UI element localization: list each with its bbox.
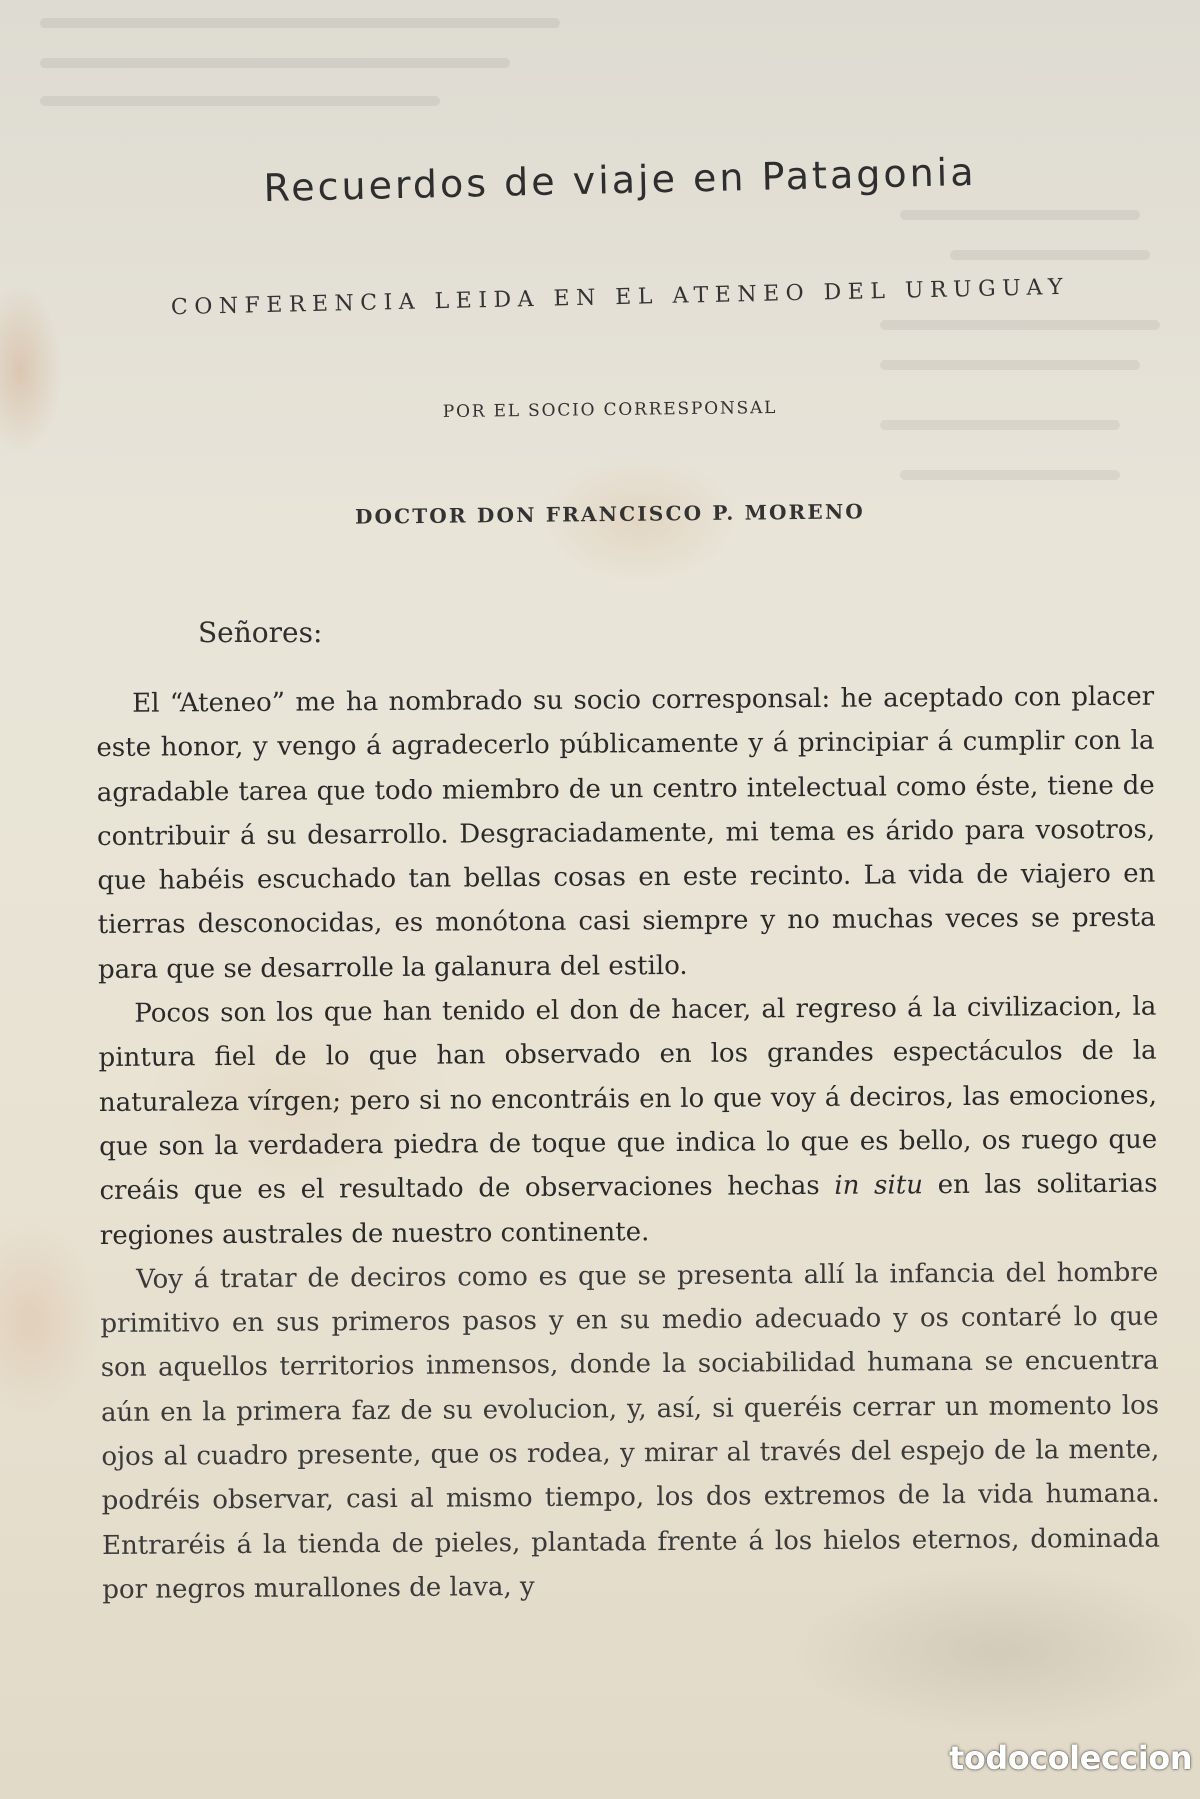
body-text [96,675,1160,1613]
byline: POR EL SOCIO CORRESPONSAL [442,397,778,423]
paragraph-3: Voy á tratar de deciros como es que se presenta allí la infancia del hombre primitivo en sus primeros pasos y en su medio adecuado y os contaré lo que son aquellos territorios inmensos, donde la sociabilidad humana se encuentra aún en la primera faz de su evolucion, y, así, si queréis cerrar un momento los ojos al cuadro presente, que os rodea, y mirar al través del espejo de la mente, podréis observar, casi al mismo tiempo, los dos extremos de la vida humana. Entraréis á la tienda de pieles, plantada frente á los hielos eternos, dominada por negros murallones de lava, y [100,1257,1161,1605]
paragraph-2-text: Pocos son los que han tenido el don de hacer, al regreso á la civilizacion, la pintura fiel de lo que han observado en los grandes espectáculos de la naturaleza vírgen; pero si no encontráis en lo que voy á deciros, las emociones, que son la verdadera piedra de toque que indica lo que es bello, os ruego que creáis que es el resultado de observaciones hechas [98,991,1158,1207]
subtitle: CONFERENCIA LEIDA EN EL ATENEO DEL URUGUAY [170,274,1070,321]
paragraph-2-tail: en las solitarias regiones australes de nuestro continente. [99,1168,1158,1251]
author-name: DOCTOR DON FRANCISCO P. MORENO [354,499,866,529]
italic-phrase: in situ [834,1170,924,1202]
paragraph-1: El “Ateneo” me ha nombrado su socio corresponsal: he aceptado con placer este honor, y vengo á agradecerlo públicamente y á principiar á cumplir con la agradable tarea que todo miembro de un centro intelectual como éste, tiene de contribuir á su desarrollo. Desgraciadamente, mi tema es árido para vosotros, que habéis escuchado tan bellas cosas en este recinto. La vida de viajero en tierras desconocidas, es monótona casi siempre y no muchas veces se presta para que se desarrolle la galanura del estilo. [96,681,1156,985]
salutation: Señores: [198,616,323,649]
paragraph-2 [98,985,1158,1258]
watermark-logo: todocoleccion [949,1739,1192,1777]
page-title: Recuerdos de viaje en Patagonia [263,149,977,211]
